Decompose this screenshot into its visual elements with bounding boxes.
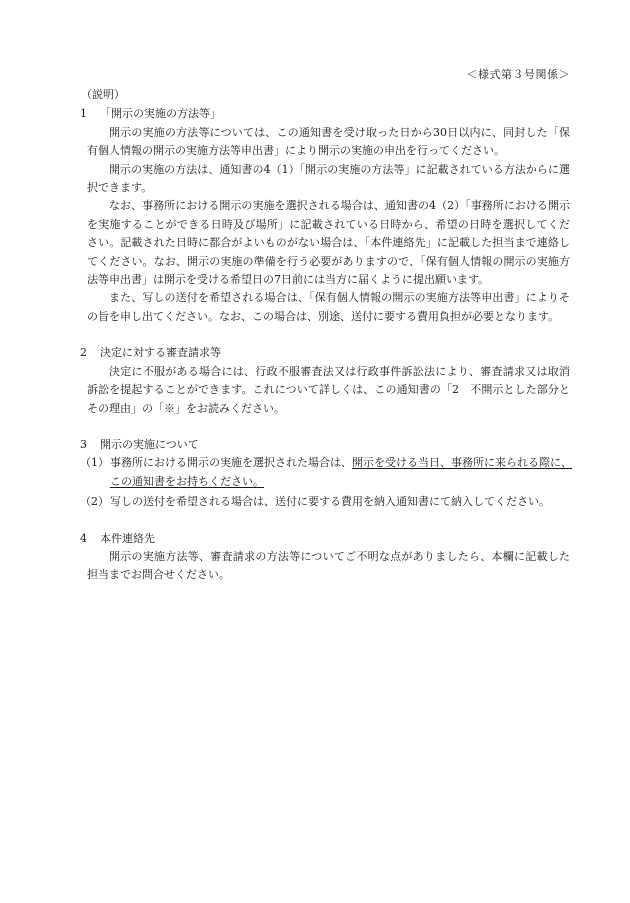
- section-title-text: 開示の実施について: [100, 437, 199, 451]
- section-contact: [80, 530, 570, 585]
- list-item-number: （1）: [80, 456, 109, 470]
- paragraph: 開示の実施の方法は、通知書の4（1）「開示の実施の方法等」に記載されている方法からに選択できます。: [87, 162, 570, 195]
- section-title: [80, 530, 570, 548]
- list-item: [80, 493, 570, 511]
- section-number: 2: [80, 346, 87, 360]
- section-disclosure-implementation: [80, 436, 570, 512]
- section-appeal: [80, 344, 570, 418]
- explanation-heading: （説明）: [81, 88, 125, 101]
- section-number: 3: [80, 437, 87, 451]
- section-title-text: 「開示の実施の方法等」: [100, 107, 221, 121]
- paragraph: 開示の実施方法等、審査請求の方法等についてご不明な点がありましたら、本欄に記載した担当までお問合せください。: [87, 549, 570, 582]
- document-body: [80, 86, 570, 585]
- paragraph: 決定に不服がある場合には、行政不服審査法又は行政事件訴訟法により、審査請求又は取消訴訟を提起することができます。これについて詳しくは、この通知書の「2 不開示とした部分とその理由」の「※」をお読みください。: [87, 364, 570, 415]
- list-item-number: （2）: [80, 495, 109, 509]
- list-item-text-underlined: この通知書をお持ちください。: [110, 474, 264, 488]
- section-title-text: 本件連絡先: [100, 531, 155, 545]
- list-item-text: 写しの送付を希望される場合は、送付に要する費用を納入通知書にて納入してください。: [110, 495, 550, 509]
- form-reference: ＜様式第３号関係＞: [466, 68, 570, 81]
- list-item-text-plain: 事務所における開示の実施を選択された場合は、: [110, 456, 352, 470]
- section-title: [80, 344, 570, 362]
- section-number: 4: [80, 531, 87, 545]
- paragraph: また、写しの送付を希望される場合は、「保有個人情報の開示の実施方法等申出書」によりその旨を申し出てください。なお、この場合は、別途、送付に要する費用負担が必要となります。: [87, 291, 570, 323]
- list-item-text: [106, 454, 572, 491]
- section-title-text: 決定に対する審査請求等: [100, 346, 221, 360]
- section-implementation-method: [80, 105, 570, 326]
- section-title: [80, 436, 570, 454]
- list-item-text-underlined: 開示を受ける当日、事務所に来られる際に、: [352, 456, 572, 470]
- list-item: [80, 454, 570, 491]
- section-number: 1: [80, 107, 87, 121]
- section-title: [80, 105, 570, 123]
- paragraph: 開示の実施の方法等については、この通知書を受け取った日から30日以内に、同封した「保有個人情報の開示の実施方法等申出書」により開示の実施の申出を行ってください。: [87, 125, 570, 158]
- paragraph: なお、事務所における開示の実施を選択される場合は、通知書の4（2）「事務所における開示を実施することができる日時及び場所」に記載されている日時から、希望の日時を選択してください。記載された日時に都合がよいものがない場合は、「本件連絡先」に記載した担当まで連絡してください。なお、開示の実施の準備を行う必要がありますので、「保有個人情報の開示の実施方法等申出書」は開示を受ける希望日の7日前には当方に届くように提出願います。: [87, 199, 570, 287]
